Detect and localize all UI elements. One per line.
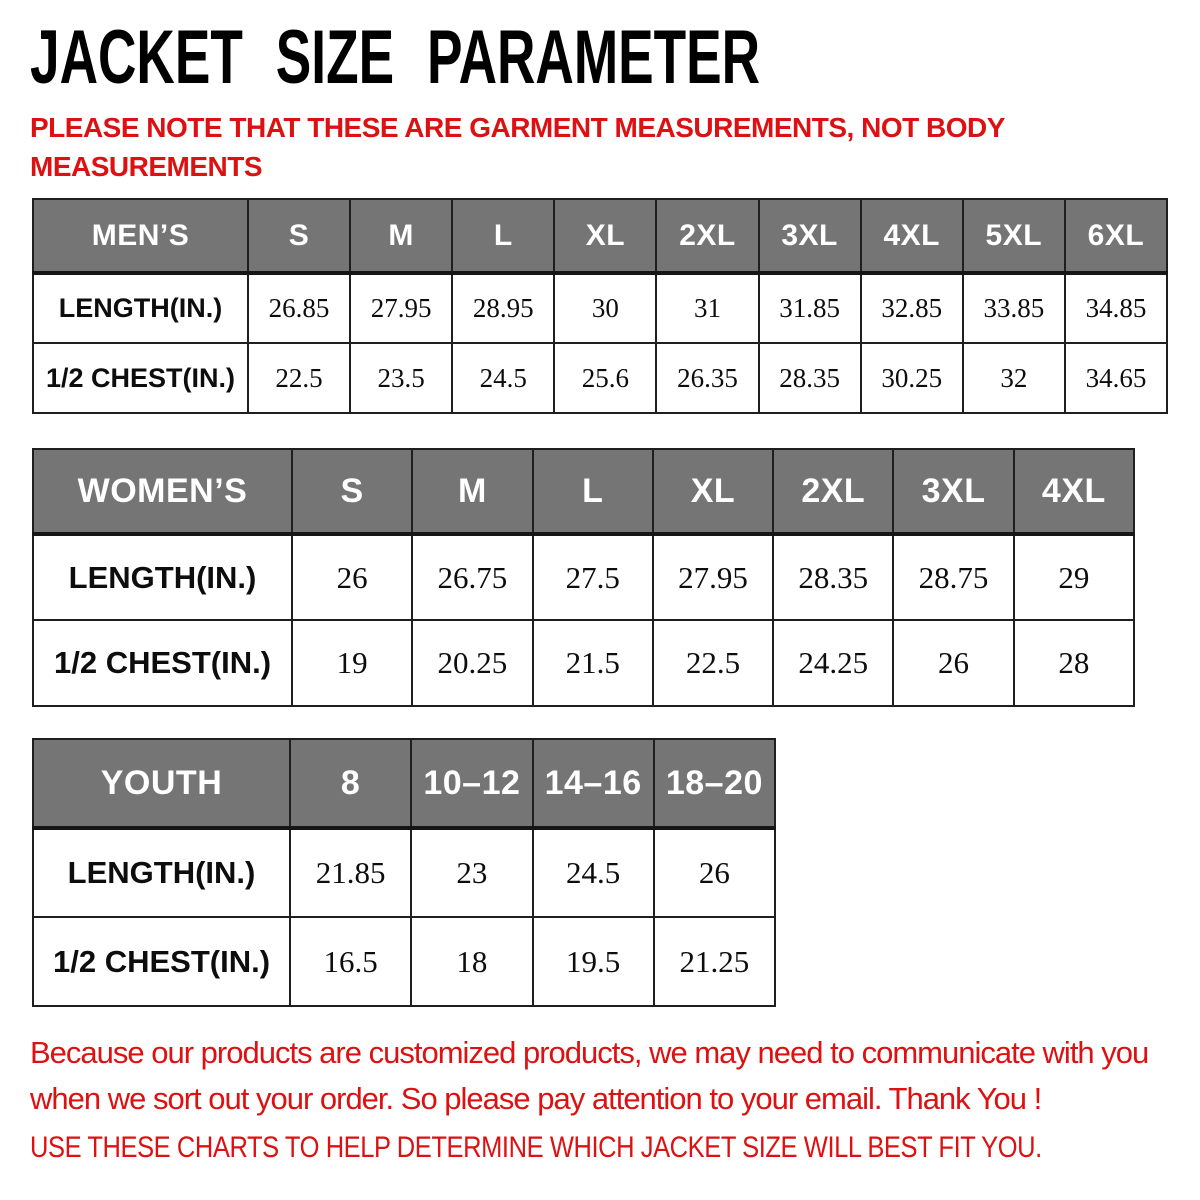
size-value-cell: 22.5 [248,343,350,413]
size-value-cell: 24.5 [452,343,554,413]
row-label-cell: 1/2 CHEST(IN.) [33,620,292,706]
size-column-header: 3XL [893,449,1013,534]
size-value-cell: 26 [893,620,1013,706]
size-value-cell: 34.65 [1065,343,1167,413]
size-value-cell: 19.5 [533,917,654,1006]
size-value-cell: 20.25 [412,620,532,706]
size-value-cell: 24.25 [773,620,893,706]
size-value-cell: 26.35 [656,343,758,413]
customization-notice [30,1030,1148,1122]
table-row [33,917,775,1006]
table-title-cell: YOUTH [33,739,290,828]
size-value-cell: 28.35 [773,534,893,620]
size-value-cell: 32.85 [861,273,963,343]
size-column-header: 18–20 [654,739,775,828]
size-value-cell: 27.95 [653,534,773,620]
garment-measurement-note [30,108,1005,186]
size-value-cell: 29 [1014,534,1134,620]
table-title-cell: MEN’S [33,199,248,273]
size-value-cell: 31.85 [759,273,861,343]
mens-size-table [32,198,1168,414]
note-line-2: MEASUREMENTS [30,151,263,182]
table-row [33,534,1134,620]
size-column-header: 2XL [656,199,758,273]
row-label-cell: 1/2 CHEST(IN.) [33,343,248,413]
size-value-cell: 26.75 [412,534,532,620]
row-label-cell: 1/2 CHEST(IN.) [33,917,290,1006]
size-value-cell: 30 [554,273,656,343]
size-column-header: 3XL [759,199,861,273]
size-value-cell: 25.6 [554,343,656,413]
size-value-cell: 28 [1014,620,1134,706]
size-value-cell: 28.95 [452,273,554,343]
size-column-header: L [452,199,554,273]
size-column-header: M [350,199,452,273]
size-value-cell: 28.75 [893,534,1013,620]
size-value-cell: 19 [292,620,412,706]
size-value-cell: 16.5 [290,917,411,1006]
chart-usage-note: USE THESE CHARTS TO HELP DETERMINE WHICH JACKET SIZE WILL BEST FIT YOU. [30,1131,1042,1164]
youth-size-table-container [32,738,776,1005]
size-value-cell: 28.35 [759,343,861,413]
mens-size-table-container [32,198,1168,412]
table-title-cell: WOMEN’S [33,449,292,534]
size-value-cell: 18 [411,917,532,1006]
size-value-cell: 23.5 [350,343,452,413]
size-value-cell: 32 [963,343,1065,413]
size-column-header: M [412,449,532,534]
size-value-cell: 33.85 [963,273,1065,343]
size-column-header: 8 [290,739,411,828]
size-value-cell: 34.85 [1065,273,1167,343]
womens-size-table [32,448,1135,707]
customization-notice-line-2: when we sort out your order. So please pay attention to your email. Thank You ! [30,1081,1042,1116]
size-value-cell: 26.85 [248,273,350,343]
size-column-header: 5XL [963,199,1065,273]
size-column-header: S [292,449,412,534]
size-value-cell: 31 [656,273,758,343]
note-line-1: PLEASE NOTE THAT THESE ARE GARMENT MEASUREMENTS, NOT BODY [30,112,1005,143]
size-column-header: 6XL [1065,199,1167,273]
youth-size-table [32,738,776,1007]
size-column-header: 14–16 [533,739,654,828]
size-column-header: 4XL [861,199,963,273]
size-value-cell: 24.5 [533,828,654,917]
size-column-header: 4XL [1014,449,1134,534]
size-column-header: S [248,199,350,273]
size-value-cell: 30.25 [861,343,963,413]
size-value-cell: 22.5 [653,620,773,706]
size-column-header: XL [653,449,773,534]
table-row [33,620,1134,706]
page-title: JACKET SIZE PARAMETER [30,15,761,100]
size-value-cell: 21.85 [290,828,411,917]
table-row [33,273,1167,343]
size-value-cell: 27.95 [350,273,452,343]
size-value-cell: 21.5 [533,620,653,706]
row-label-cell: LENGTH(IN.) [33,534,292,620]
size-value-cell: 26 [292,534,412,620]
size-value-cell: 23 [411,828,532,917]
size-column-header: 10–12 [411,739,532,828]
womens-size-table-container [32,448,1135,705]
size-column-header: XL [554,199,656,273]
size-value-cell: 26 [654,828,775,917]
row-label-cell: LENGTH(IN.) [33,273,248,343]
table-row [33,343,1167,413]
size-column-header: L [533,449,653,534]
row-label-cell: LENGTH(IN.) [33,828,290,917]
size-value-cell: 27.5 [533,534,653,620]
customization-notice-line-1: Because our products are customized products, we may need to communicate with you [30,1035,1149,1070]
size-column-header: 2XL [773,449,893,534]
size-value-cell: 21.25 [654,917,775,1006]
table-row [33,828,775,917]
